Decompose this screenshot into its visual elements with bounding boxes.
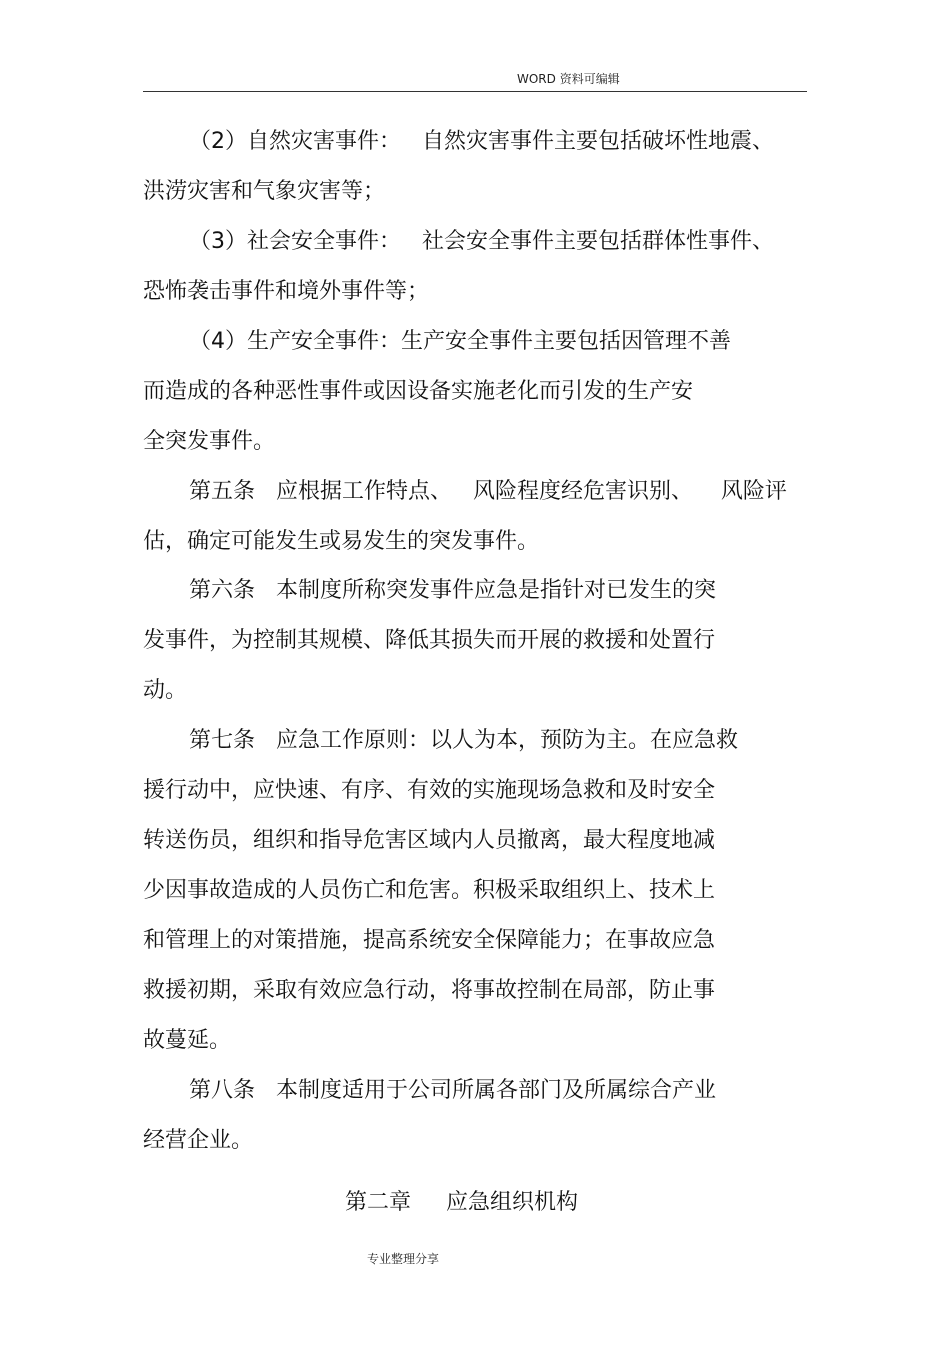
body-line: 经营企业。 <box>143 1128 254 1153</box>
chapter-heading: 第二章 应急组织机构 <box>345 1190 578 1215</box>
body-line: 第六条 本制度所称突发事件应急是指针对已发生的突 <box>189 578 716 603</box>
body-line: 少因事故造成的人员伤亡和危害。积极采取组织上、技术上 <box>143 878 716 903</box>
body-line: 发事件，为控制其规模、降低其损失而开展的救援和处置行 <box>143 628 716 653</box>
body-line: 估，确定可能发生或易发生的突发事件。 <box>143 529 540 554</box>
body-line: （2）自然灾害事件： 自然灾害事件主要包括破坏性地震、 <box>189 129 774 154</box>
body-line: 第七条 应急工作原则：以人为本，预防为主。在应急救 <box>189 728 738 753</box>
body-line: 第五条 应根据工作特点、 风险程度经危害识别、 风险评 <box>189 479 787 504</box>
body-line: 恐怖袭击事件和境外事件等； <box>143 279 430 304</box>
body-line: 动。 <box>143 678 188 703</box>
body-line: 第八条 本制度适用于公司所属各部门及所属综合产业 <box>189 1078 716 1103</box>
page-footer: 专业整理分享 <box>367 1252 440 1266</box>
body-line: 援行动中，应快速、有序、有效的实施现场急救和及时安全 <box>143 778 716 803</box>
body-line: 转送伤员，组织和指导危害区域内人员撤离，最大程度地减 <box>143 828 716 853</box>
body-line: （4）生产安全事件：生产安全事件主要包括因管理不善 <box>189 329 731 354</box>
body-line: （3）社会安全事件： 社会安全事件主要包括群体性事件、 <box>189 229 774 254</box>
body-line: 故蔓延。 <box>143 1028 232 1053</box>
body-line: 救援初期，采取有效应急行动，将事故控制在局部，防止事 <box>143 978 716 1003</box>
body-line: 全突发事件。 <box>143 429 276 454</box>
body-line: 而造成的各种恶性事件或因设备实施老化而引发的生产安 <box>143 379 694 404</box>
body-line: 洪涝灾害和气象灾害等； <box>143 179 386 204</box>
header-text: WORD 资料可编辑 <box>517 72 620 86</box>
body-line: 和管理上的对策措施，提高系统安全保障能力；在事故应急 <box>143 928 716 953</box>
header-divider <box>143 91 807 92</box>
